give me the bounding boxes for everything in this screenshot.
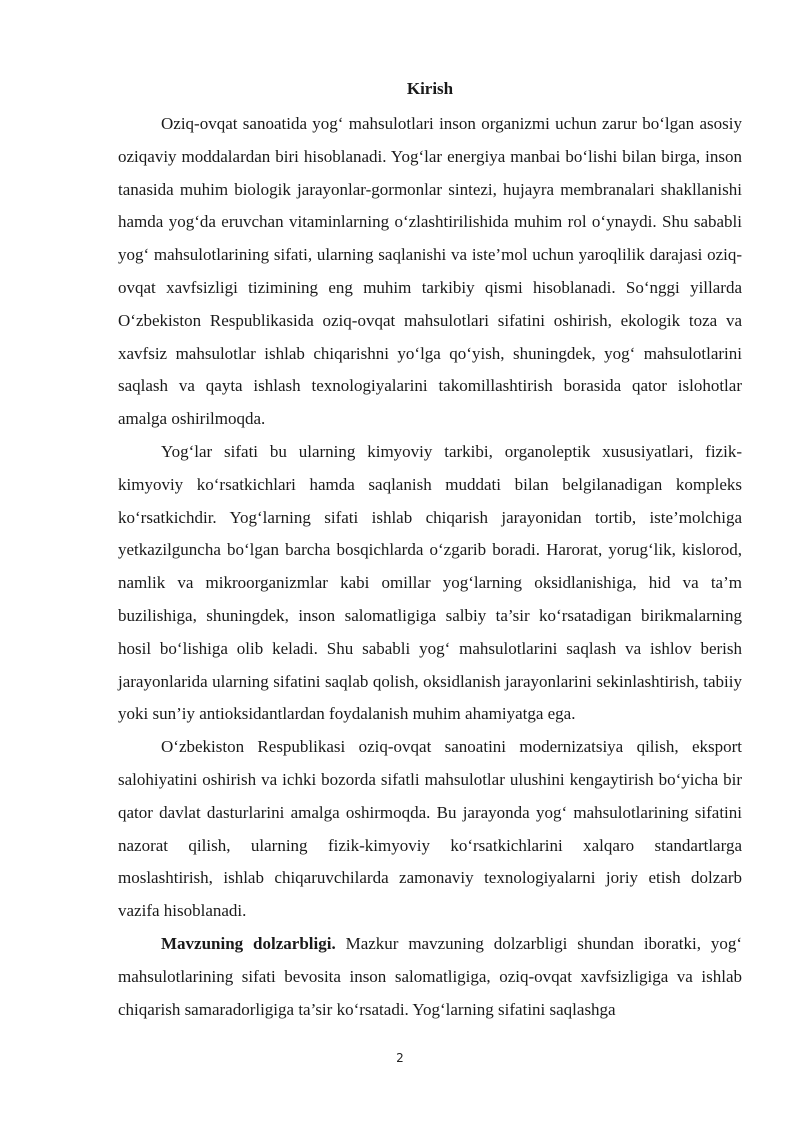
paragraph-fat-quality <box>118 436 742 731</box>
paragraph-state-programs <box>118 731 742 928</box>
paragraph-lead-heading: Mavzuning dolzarbligi. <box>161 933 336 953</box>
paragraph-text: Yog‘lar sifati bu ularning kimyoviy tarkibi, organoleptik xususiyatlari, fizik-kimyoviy ko‘rsatkichlari hamda saqlanish muddati bilan belgilanadigan kompleks ko‘rsatkichdir. Yog‘larning sifati ishlab chiqarish jarayonidan tortib, iste’molchiga yetkazilguncha bo‘lgan barcha bosqichlarda o‘zgarib boradi. Harorat, yorug‘lik, kislorod, namlik va mikroorganizmlar kabi omillar yog‘larning oksidlanishiga, hid va ta’m buzilishiga, shuningdek, inson salomatligiga salbiy ta’sir ko‘rsatadigan birikmalarning hosil bo‘lishiga olib keladi. Shu sababli yog‘ mahsulotlarini saqlash va ishlov berish jarayonlarida ularning sifatini saqlab qolish, oksidlanish jarayonlarini sekinlashtirish, tabiiy yoki sun’iy antioksidantlardan foydalanish muhim ahamiyatga ega. <box>118 441 742 724</box>
paragraph-text: Oziq-ovqat sanoatida yog‘ mahsulotlari inson organizmi uchun zarur bo‘lgan asosiy oziqaviy moddalardan biri hisoblanadi. Yog‘lar energiya manbai bo‘lishi bilan birga, inson tanasida muhim biologik jarayonlar-gormonlar sintezi, hujayra membranalari shakllanishi hamda yog‘da eruvchan vitaminlarning o‘zlashtirilishida muhim rol o‘ynaydi. Shu sababli yog‘ mahsulotlarining sifati, ularning saqlanishi va iste’mol uchun yaroqlilik darajasi oziq-ovqat xavfsizligi tizimining eng muhim tarkibiy qismi hisoblanadi. So‘nggi yillarda O‘zbekiston Respublikasida oziq-ovqat mahsulotlari sifatini oshirish, ekologik toza va xavfsiz mahsulotlar ishlab chiqarishni yo‘lga qo‘yish, shuningdek, yog‘ mahsulotlarini saqlash va qayta ishlash texnologiyalarini takomillashtirish borasida qator islohotlar amalga oshirilmoqda. <box>118 114 742 429</box>
document-page <box>118 75 742 1026</box>
paragraph-text: O‘zbekiston Respublikasi oziq-ovqat sanoatini modernizatsiya qilish, eksport salohiyatini oshirish va ichki bozorda sifatli mahsulotlar ulushini kengaytirish bo‘yicha bir qator davlat dasturlarini amalga oshirmoqda. Bu jarayonda yog‘ mahsulotlarining sifatini nazorat qilish, ularning fizik-kimyoviy ko‘rsatkichlarini xalqaro standartlarga moslashtirish, ishlab chiqaruvchilarda zamonaviy texnologiyalarni joriy etish dolzarb vazifa hisoblanadi. <box>118 737 742 921</box>
paragraph-intro <box>118 108 742 436</box>
document-title: Kirish <box>406 79 454 98</box>
page-number: 2 <box>396 1051 404 1065</box>
paragraph-text: Mazkur mavzuning dolzarbligi shundan iboratki, yog‘ mahsulotlarining sifati bevosita inson salomatligiga, oziq-ovqat xavfsizligiga va ishlab chiqarish samaradorligiga ta’sir ko‘rsatadi. Yog‘larning sifatini saqlashga <box>118 933 742 1019</box>
paragraph-relevance <box>118 928 742 1026</box>
